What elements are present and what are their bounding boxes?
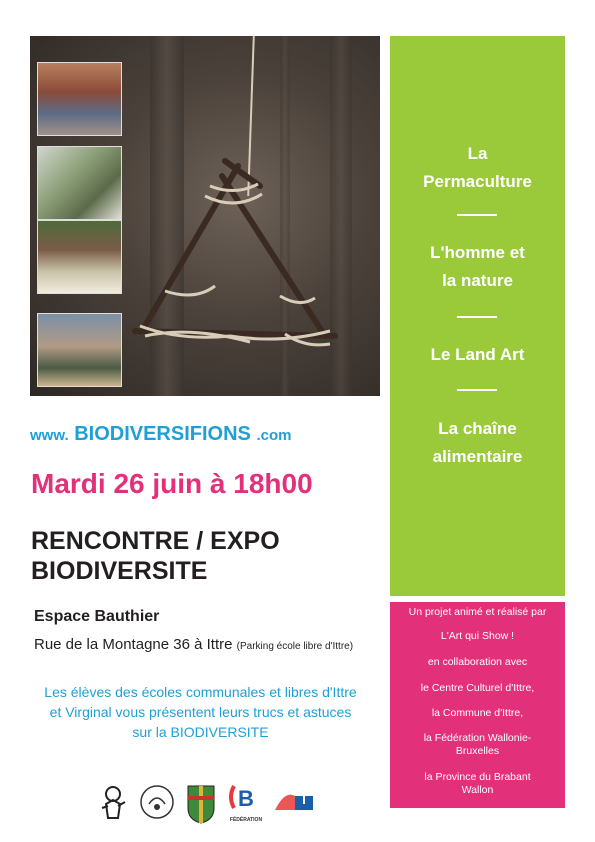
students-line-2: et Virginal vous présentent leurs trucs et astuces — [49, 704, 352, 720]
thumbnail-children-building — [37, 62, 122, 136]
credits-panel — [390, 602, 565, 808]
topic-separator — [457, 389, 497, 391]
students-line-3: sur la BIODIVERSITE — [132, 724, 269, 740]
credit-line: Wallon — [461, 784, 494, 796]
website-prefix: www. — [30, 427, 69, 444]
federation-logo-text: FÉDÉRATION — [229, 817, 263, 823]
credit-line: Bruxelles — [455, 745, 500, 757]
topic-separator — [457, 214, 497, 216]
topic-line: alimentaire — [432, 447, 523, 466]
website-url[interactable] — [30, 423, 291, 446]
topic-line: la nature — [442, 271, 513, 290]
students-text — [28, 682, 373, 742]
topic-homme-nature — [390, 239, 565, 295]
credit-line: la Province du Brabant — [424, 771, 531, 783]
art-qui-show-logo — [98, 782, 128, 824]
credit-line: Un projet animé et réalisé par — [408, 606, 547, 618]
headline-line-1: RENCONTRE / EXPO — [31, 527, 280, 555]
website-name: BIODIVERSIFIONS — [74, 423, 251, 445]
main-photo — [30, 36, 380, 396]
ittre-commune-logo — [186, 782, 216, 824]
topic-land-art — [390, 341, 565, 369]
thumbnail-group-outdoors — [37, 313, 122, 387]
federation-wallonie-bruxelles-logo — [228, 782, 264, 824]
credit-line: la Fédération Wallonie- — [423, 732, 532, 744]
topic-line: Permaculture — [423, 172, 532, 191]
credit-line: le Centre Culturel d'Ittre, — [420, 682, 535, 694]
students-line-1: Les élèves des écoles communales et libres d'Ittre — [44, 684, 357, 700]
thumbnail-child-insect-frame — [37, 146, 122, 220]
province-brabant-wallon-logo — [273, 782, 315, 824]
headline — [31, 526, 280, 586]
thumbnail-children-poster — [37, 220, 122, 294]
topic-chaine-alimentaire — [390, 415, 565, 471]
website-suffix: .com — [256, 427, 292, 444]
address-street: Rue de la Montagne 36 à Ittre — [34, 636, 233, 653]
ittre-culture-logo — [137, 782, 177, 824]
topic-separator — [457, 316, 497, 318]
headline-line-2: BIODIVERSITE — [31, 557, 208, 585]
credit-line: en collaboration avec — [427, 656, 528, 668]
event-date: Mardi 26 juin à 18h00 — [31, 468, 313, 499]
topics-panel — [390, 36, 565, 596]
venue-address — [34, 636, 353, 653]
topic-line: Le Land Art — [430, 345, 525, 364]
topic-permaculture — [390, 140, 565, 196]
svg-text:B: B — [238, 786, 254, 811]
credit-line: la Commune d'Ittre, — [431, 707, 524, 719]
venue-name: Espace Bauthier — [34, 608, 160, 625]
topic-line: L'homme et — [430, 243, 525, 262]
topic-line: La — [467, 144, 488, 163]
credit-line: L'Art qui Show ! — [440, 630, 515, 642]
topic-line: La chaîne — [438, 419, 517, 438]
parking-note: (Parking école libre d'Ittre) — [236, 641, 354, 652]
